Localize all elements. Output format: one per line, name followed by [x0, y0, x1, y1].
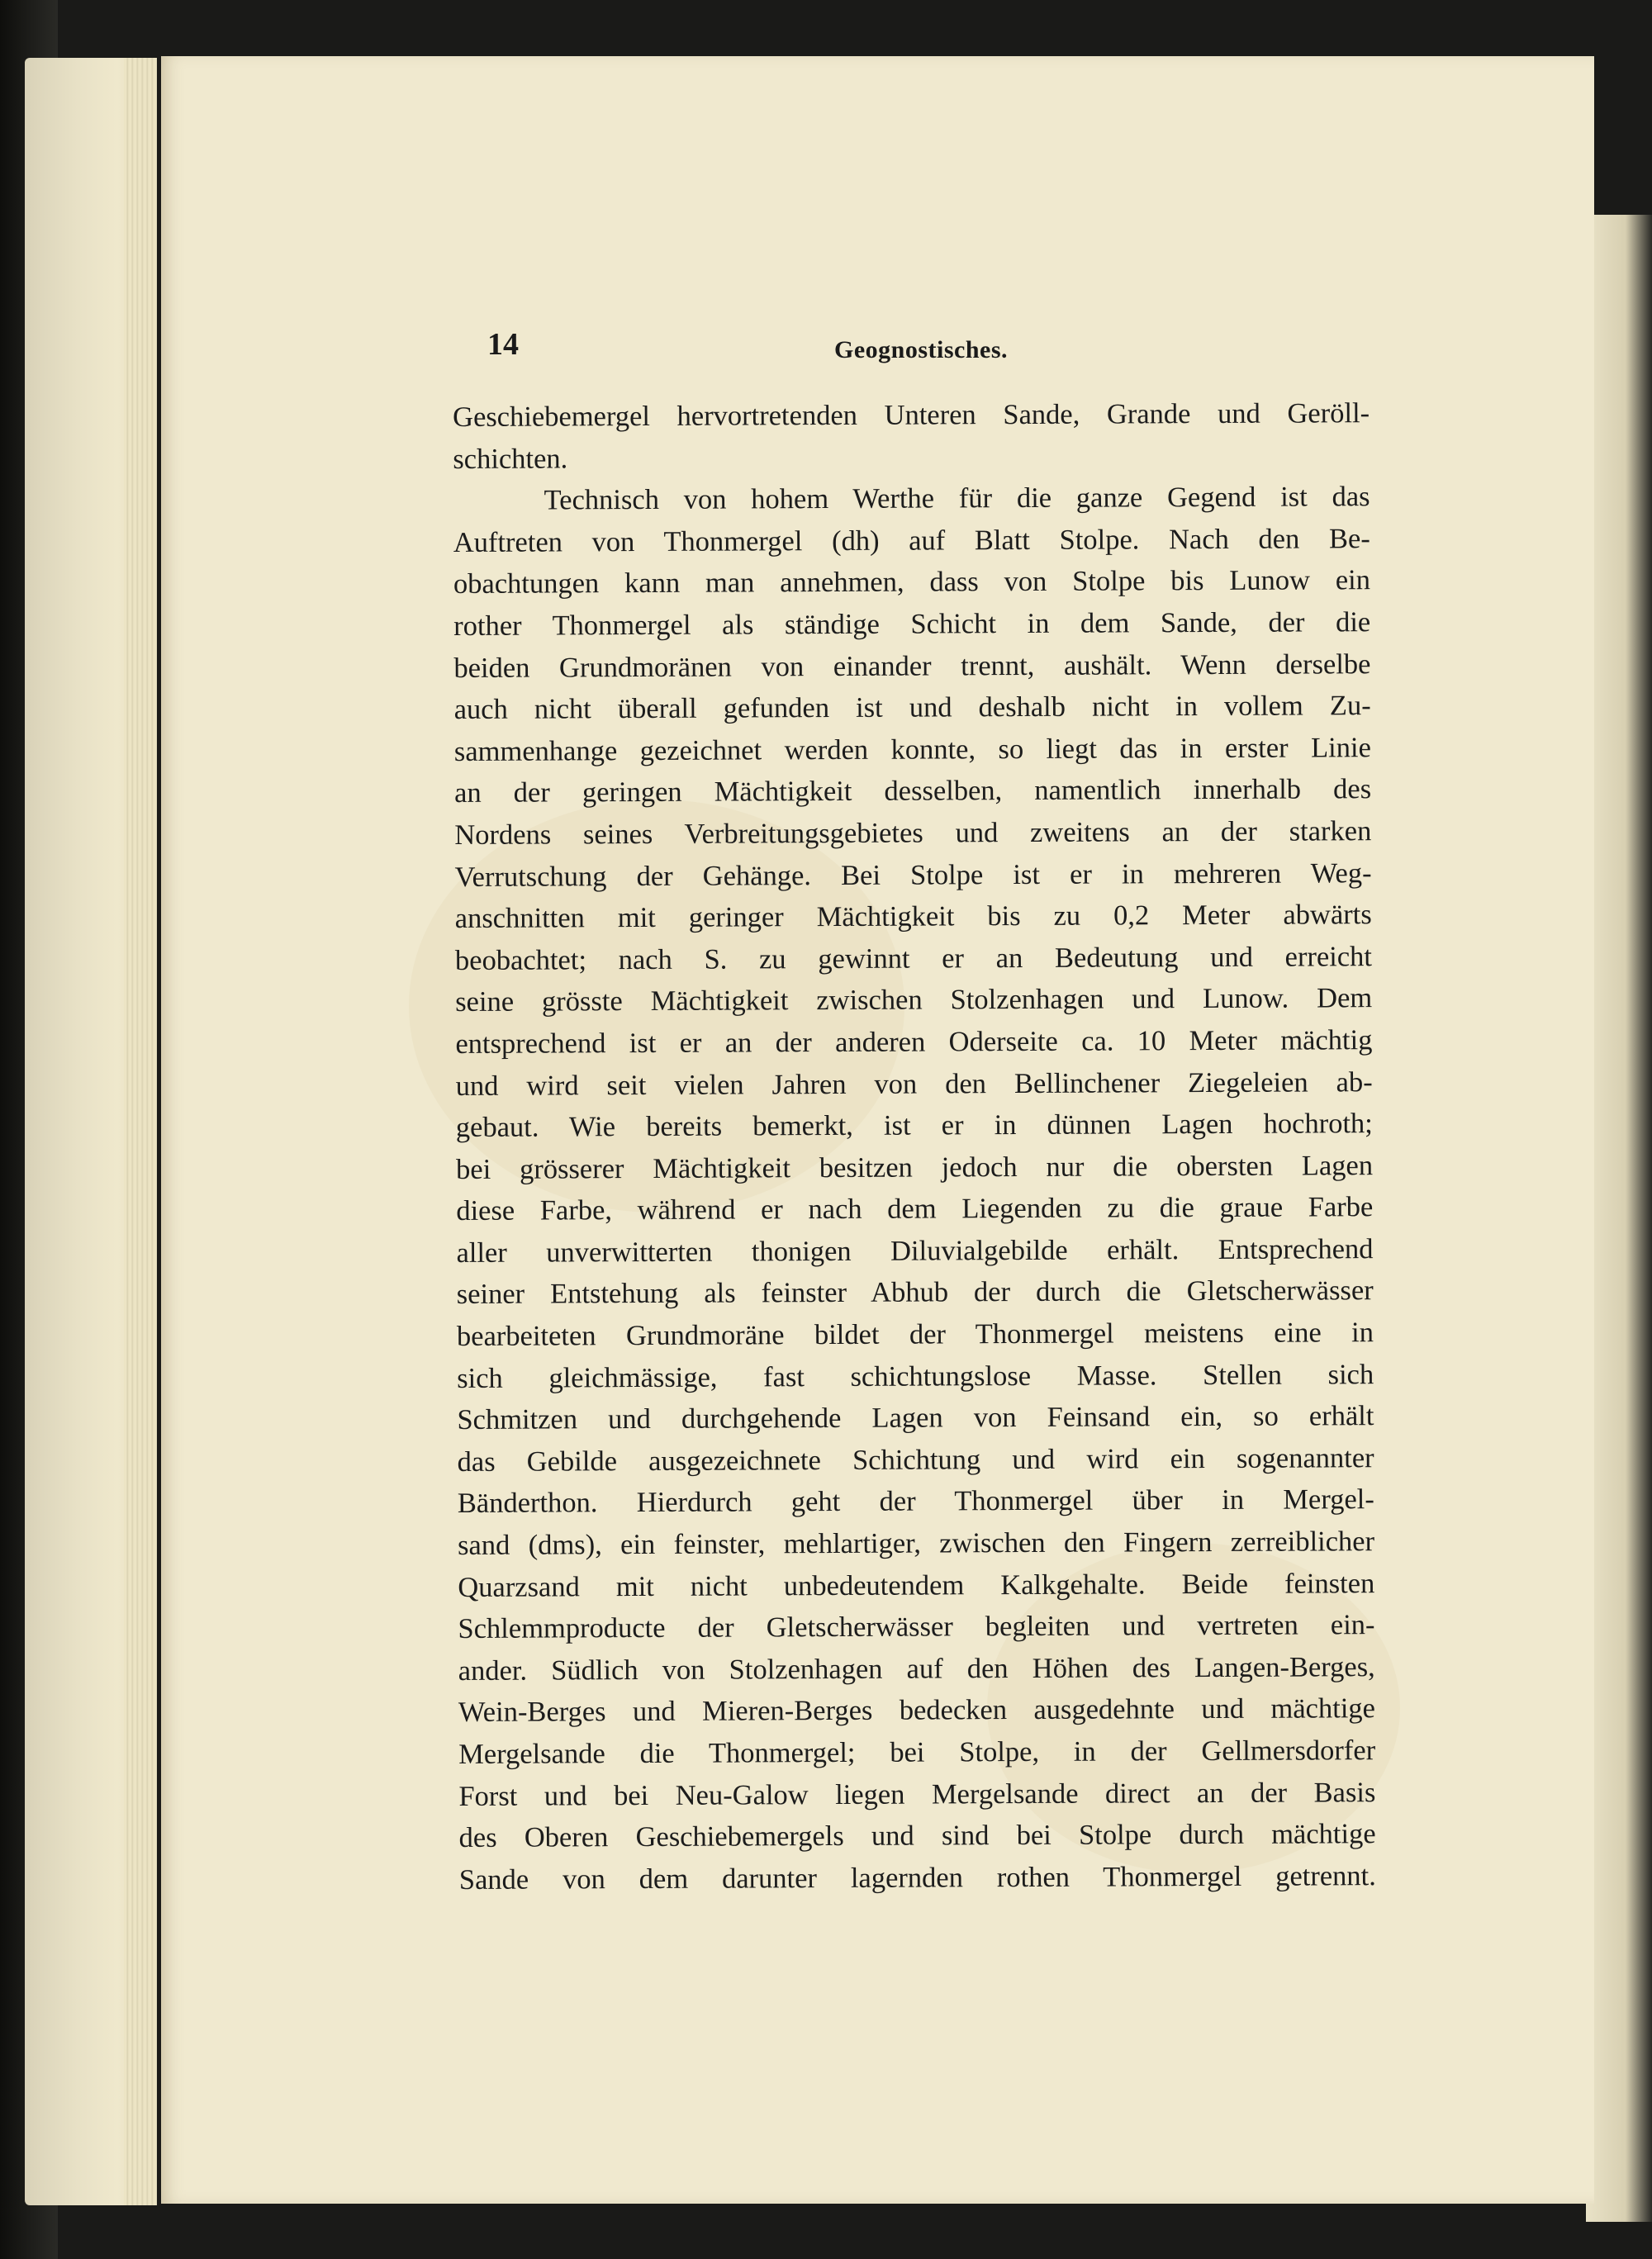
text-line: Nordens seines Verbreitungsgebietes und zweitens an der starken	[454, 815, 1372, 851]
text-line: Wein-Berges und Mieren-Berges bedecken ausgedehnte und mächtige	[458, 1692, 1376, 1729]
body-text	[453, 392, 1376, 1901]
text-line: Geschiebemergel hervortretenden Unteren Sande, Grande und Geröll-	[453, 397, 1370, 433]
text-line: Schmitzen und durchgehende Lagen von Feinsand ein, so erhält	[457, 1400, 1374, 1436]
page-stack-edge	[25, 58, 157, 2205]
text-line: und wird seit vielen Jahren von den Bellinchener Ziegeleien ab-	[455, 1065, 1373, 1102]
text-line: diese Farbe, während er nach dem Liegenden zu die graue Farbe	[456, 1191, 1374, 1227]
text-line: sich gleichmässige, fast schichtungslose Masse. Stellen sich	[457, 1358, 1374, 1394]
text-line: Mergelsande die Thonmergel; bei Stolpe, in der Gellmersdorfer	[458, 1735, 1376, 1770]
text-line: auch nicht überall gefunden ist und deshalb nicht in vollem Zu-	[453, 690, 1371, 726]
text-line: Sande von dem darunter lagernden rothen Thonmergel getrennt.	[458, 1859, 1376, 1896]
page-header	[487, 326, 1404, 368]
text-line: aller unverwitterten thonigen Diluvialgebilde erhält. Entsprechend	[456, 1233, 1374, 1269]
page-number: 14	[487, 327, 519, 362]
text-line: des Oberen Geschiebemergels und sind bei Stolpe durch mächtige	[458, 1818, 1376, 1854]
text-line: ander. Südlich von Stolzenhagen auf den Höhen des Langen-Berges,	[458, 1650, 1375, 1687]
text-line: entsprechend ist er an der anderen Oderseite ca. 10 Meter mächtig	[455, 1024, 1373, 1060]
text-line: das Gebilde ausgezeichnete Schichtung und wird ein sogenannter	[457, 1441, 1374, 1478]
text-line: Forst und bei Neu-Galow liegen Mergelsande direct an der Basis	[458, 1776, 1376, 1812]
text-line: sammenhange gezeichnet werden konnte, so liegt das in erster Linie	[453, 731, 1371, 767]
text-line: seine grösste Mächtigkeit zwischen Stolzenhagen und Lunow. Dem	[455, 982, 1373, 1018]
text-line: beobachtet; nach S. zu gewinnt er an Bedeutung und erreicht	[454, 940, 1373, 976]
right-page-edge	[1586, 215, 1652, 2222]
text-line: bearbeiteten Grundmoräne bildet der Thonmergel meistens eine in	[456, 1317, 1374, 1353]
text-line: sand (dms), ein feinster, mehlartiger, zwischen den Fingern zerreiblicher	[457, 1526, 1375, 1562]
text-line: schichten.	[453, 442, 568, 475]
text-line: beiden Grundmoränen von einander trennt, aushält. Wenn derselbe	[453, 648, 1371, 684]
text-line: rother Thonmergel als ständige Schicht in dem Sande, der die	[453, 606, 1371, 642]
text-line: Technisch von hohem Werthe für die ganze Gegend ist das	[544, 481, 1370, 516]
text-line: Auftreten von Thonmergel (dh) auf Blatt Stolpe. Nach den Be-	[453, 522, 1370, 558]
text-line: bei grösserer Mächtigkeit besitzen jedoch nur die obersten Lagen	[455, 1149, 1374, 1185]
running-head: Geognostisches.	[834, 336, 1008, 363]
text-line: Verrutschung der Gehänge. Bei Stolpe ist er in mehreren Weg-	[454, 857, 1372, 893]
text-line: Bänderthon. Hierdurch geht der Thonmergel über in Mergel-	[457, 1483, 1374, 1520]
text-line: seiner Entstehung als feinster Abhub der durch die Gletscherwässer	[456, 1274, 1374, 1311]
text-line: Quarzsand mit nicht unbedeutendem Kalkgehalte. Beide feinsten	[458, 1567, 1375, 1603]
text-line: gebaut. Wie bereits bemerkt, ist er in dünnen Lagen hochroth;	[455, 1108, 1373, 1144]
text-line: an der geringen Mächtigkeit desselben, namentlich innerhalb des	[454, 773, 1372, 809]
text-line: Schlemmproducte der Gletscherwässer begleiten und vertreten ein-	[458, 1609, 1375, 1645]
text-line: anschnitten mit geringer Mächtigkeit bis zu 0,2 Meter abwärts	[454, 899, 1372, 935]
text-line: obachtungen kann man annehmen, dass von Stolpe bis Lunow ein	[453, 564, 1371, 600]
